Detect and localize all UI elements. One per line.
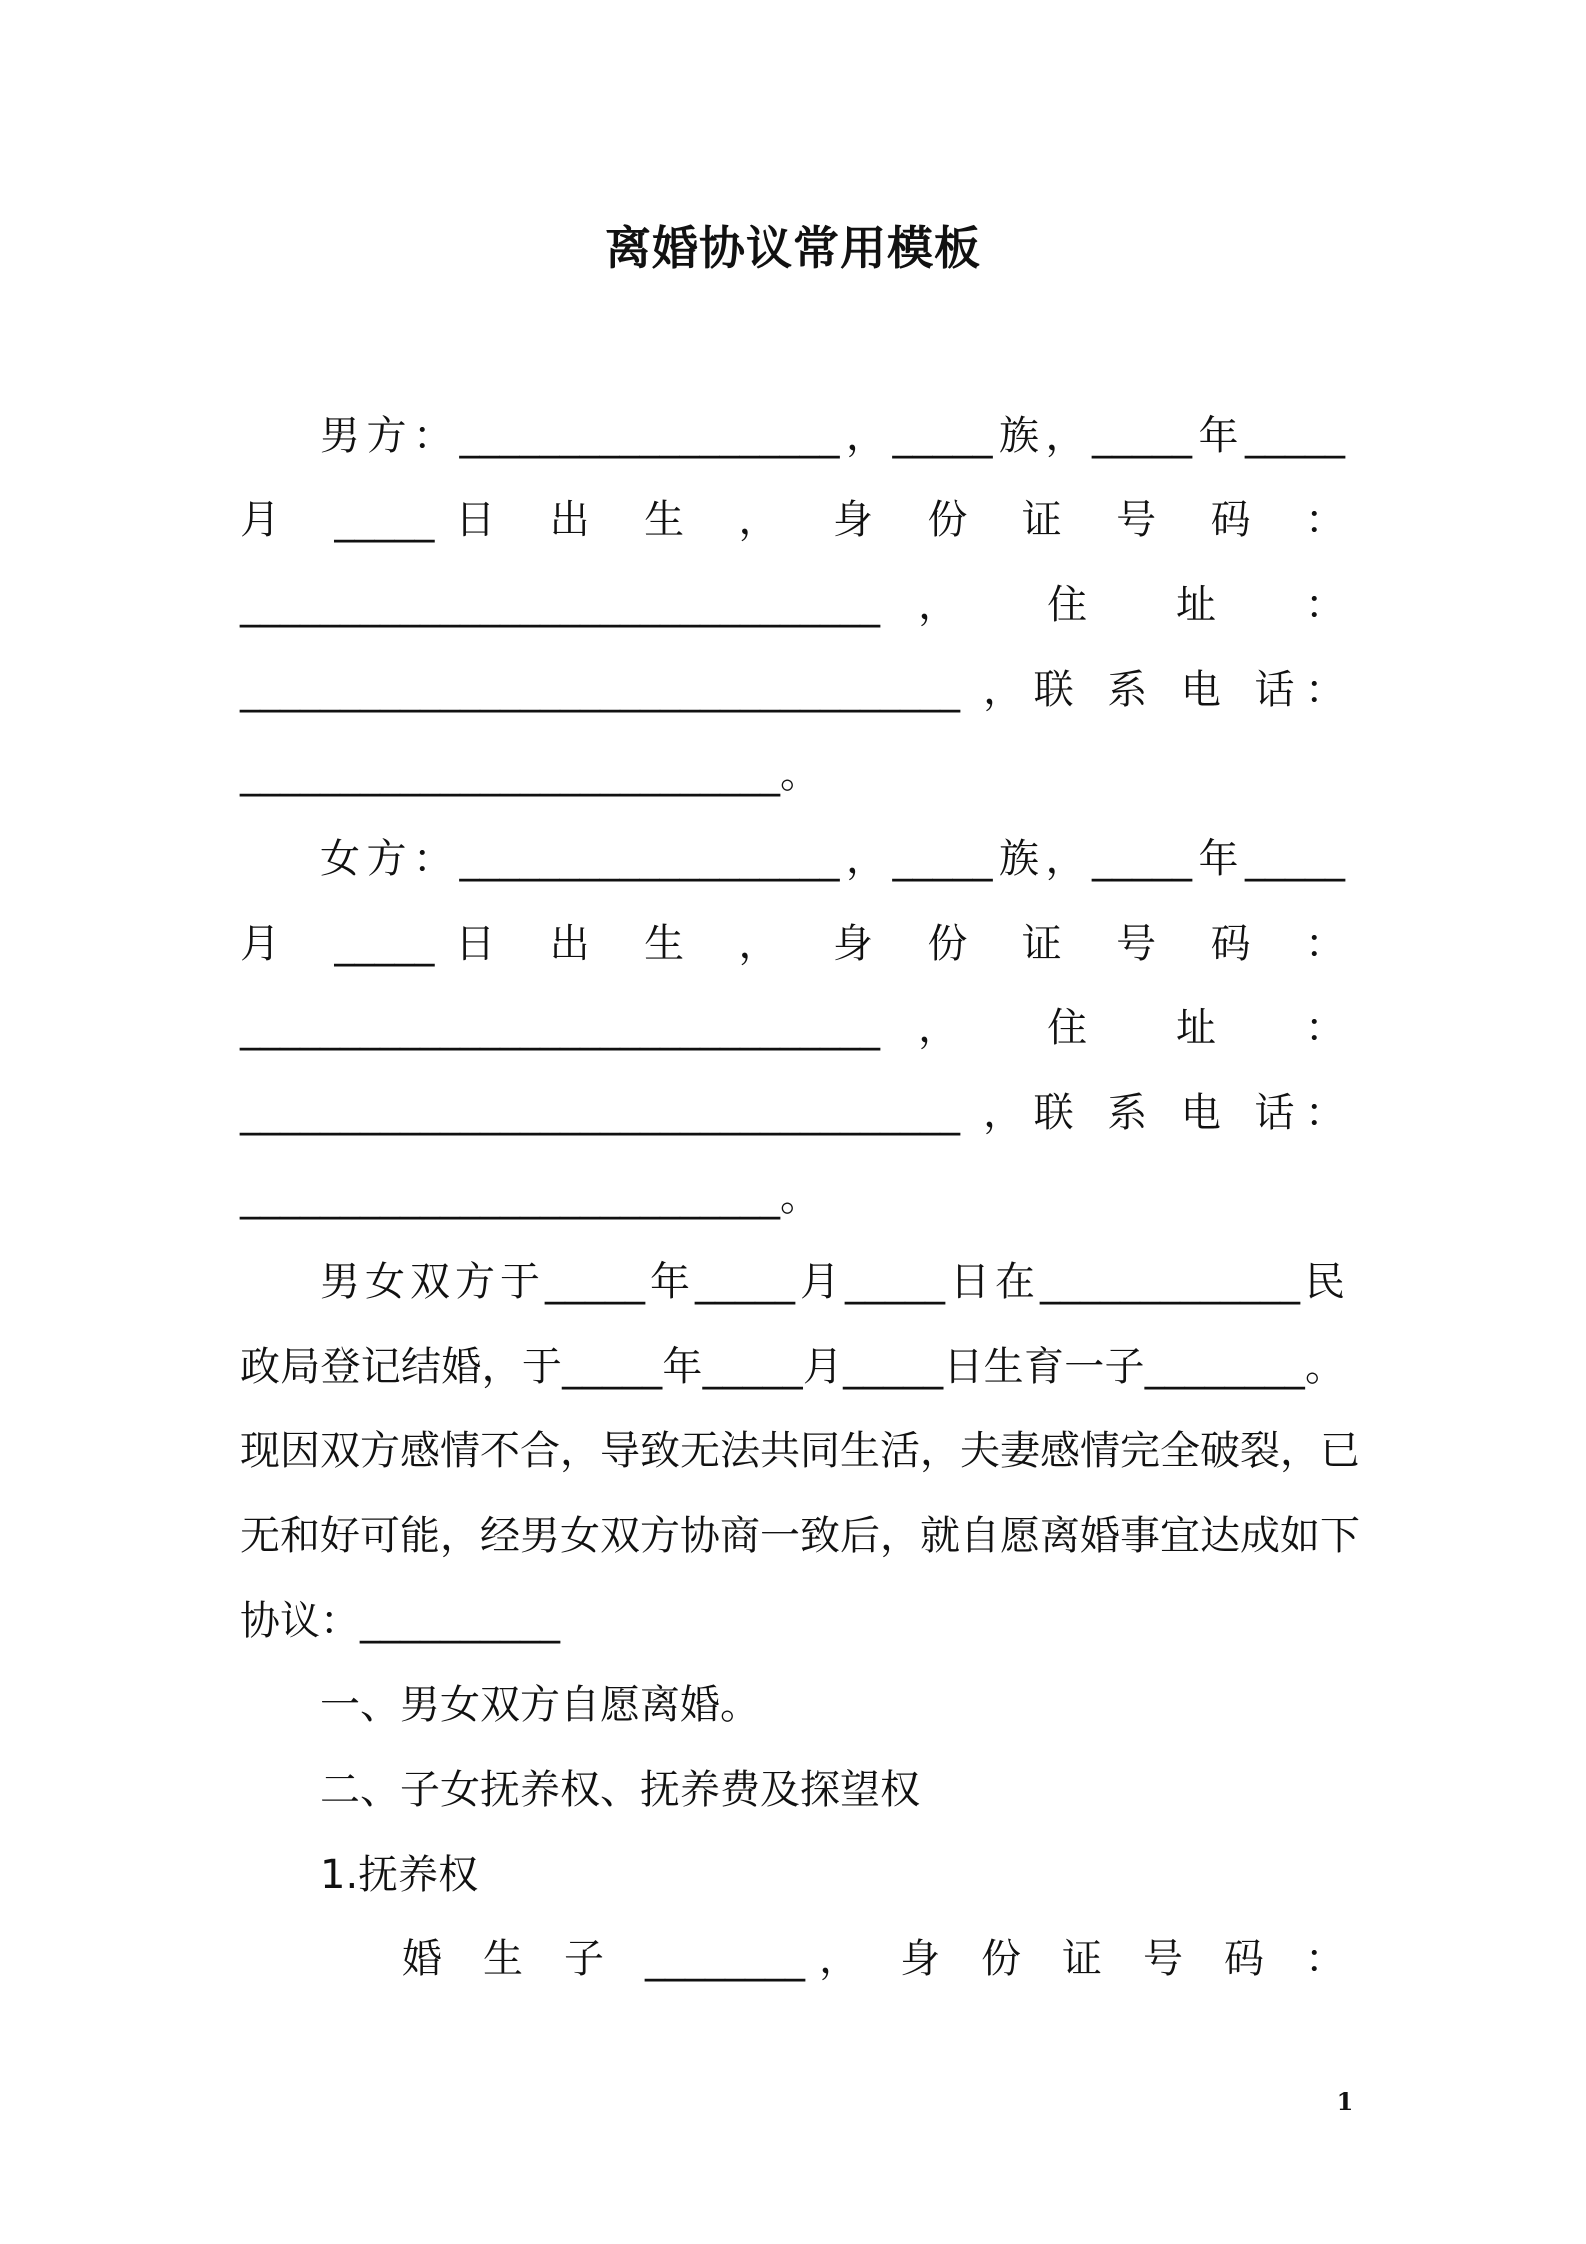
male-party-line-4: ____________________________________ ，联 系 电 话： <box>240 667 1345 713</box>
female-party-line-5: ___________________________。 <box>240 1174 820 1220</box>
clause-1-heading: 一、男女双方自愿离婚。 <box>320 1682 760 1728</box>
female-party-line-4: ____________________________________ ，联 系 电 话： <box>240 1090 1345 1136</box>
female-party-line-2: 月 _____日 出 生 ， 身 份 证 号 码 ： <box>240 921 1345 967</box>
child-info-line: 婚 生 子 ________， 身 份 证 号 码 ： <box>402 1936 1345 1982</box>
male-party-line-5: ___________________________。 <box>240 751 820 797</box>
male-party-line-1: 男方：___________________，_____族，_____年_____ <box>320 413 1345 459</box>
male-party-line-3: ________________________________， 住 址 ： <box>240 582 1345 628</box>
male-party-line-2: 月 _____日 出 生 ， 身 份 证 号 码 ： <box>240 497 1345 543</box>
marriage-paragraph-line-5: 协议：__________ <box>240 1598 560 1644</box>
marriage-paragraph-line-2: 政局登记结婚，于_____年_____月_____日生育一子________。 <box>240 1344 1345 1390</box>
custody-subheading: 1.抚养权 <box>320 1852 479 1898</box>
document-title: 离婚协议常用模板 <box>605 221 981 275</box>
marriage-paragraph-line-4: 无和好可能，经男女双方协商一致后，就自愿离婚事宜达成如下 <box>240 1513 1360 1559</box>
clause-2-heading: 二、子女抚养权、抚养费及探望权 <box>320 1767 920 1813</box>
female-party-line-1: 女方：___________________，_____族，_____年_____ <box>320 836 1345 882</box>
female-party-line-3: ________________________________， 住 址 ： <box>240 1005 1345 1051</box>
marriage-paragraph-line-1: 男女双方于_____年_____月_____日在_____________民 <box>320 1259 1345 1305</box>
marriage-paragraph-line-3: 现因双方感情不合，导致无法共同生活，夫妻感情完全破裂，已 <box>240 1428 1360 1474</box>
page-number: 1 <box>1336 2087 1354 2116</box>
